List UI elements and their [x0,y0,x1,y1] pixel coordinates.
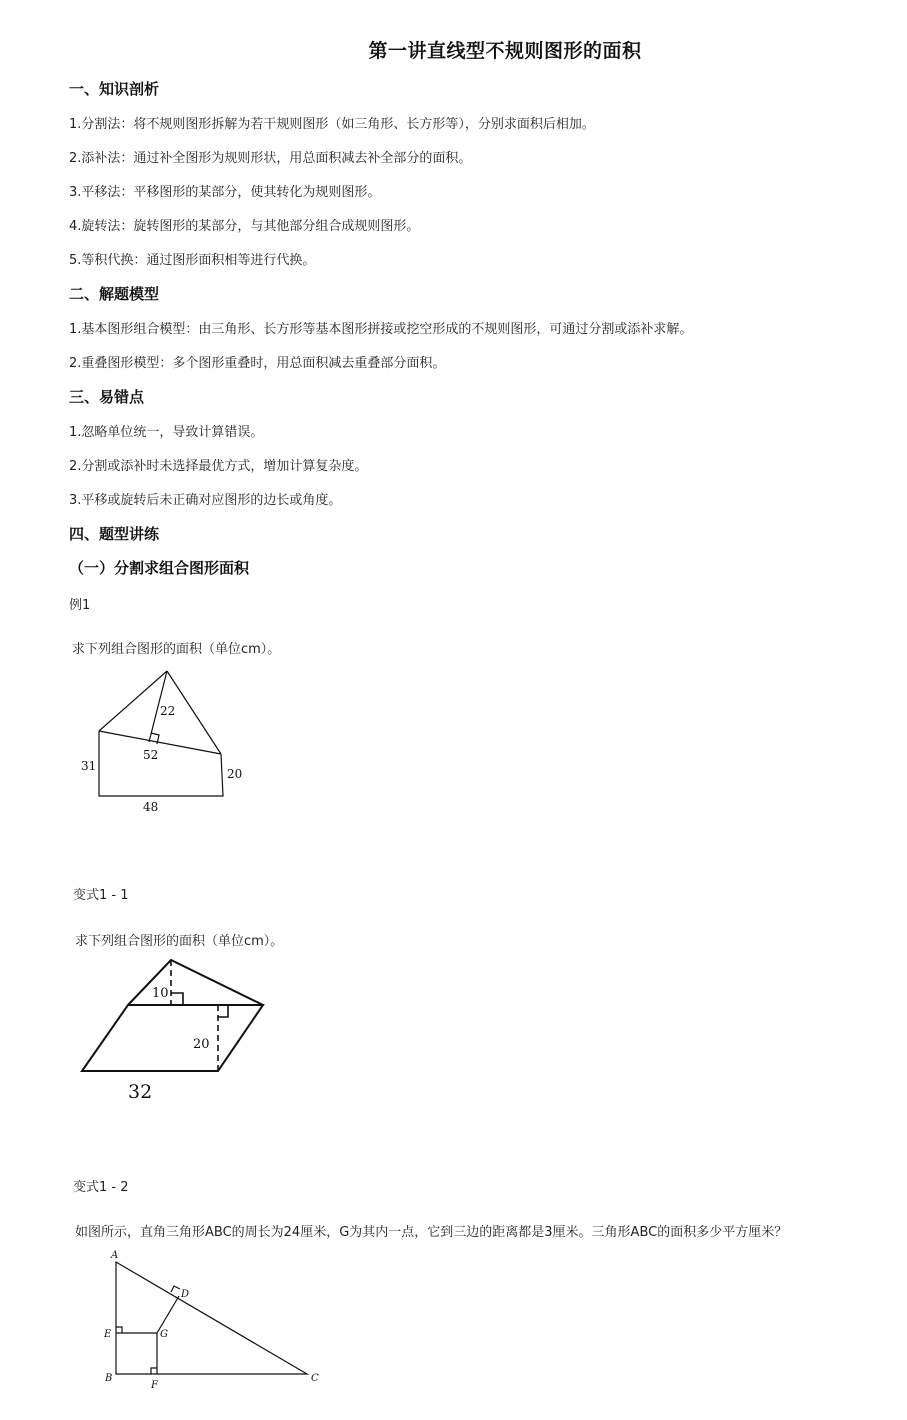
example-1-figure [70,660,260,820]
variant-1-1-label-c: 32 [128,1081,153,1103]
variant-1-1-label-a: 10 [152,986,169,1001]
section-heading-models: 二、解题模型 [69,285,160,303]
variant-1-1-label-b: 20 [193,1037,210,1052]
section-heading-knowledge: 一、知识剖析 [69,80,160,98]
subsection-heading-division: （一）分割求组合图形面积 [69,559,250,577]
variant-1-2-figure [100,1246,330,1396]
section-heading-pitfalls: 三、易错点 [69,388,145,406]
vertex-label-a: A [111,1250,119,1261]
variant-1-2-label: 变式1 - 2 [73,1180,129,1195]
knowledge-item-2: 2.添补法：通过补全图形为规则形状，用总面积减去补全部分的面积。 [69,151,472,166]
pitfall-item-2: 2.分割或添补时未选择最优方式，增加计算复杂度。 [69,459,368,474]
example-1-label-a: 22 [160,704,176,718]
knowledge-item-4: 4.旋转法：旋转图形的某部分，与其他部分组合成规则图形。 [69,219,420,234]
model-item-2: 2.重叠图形模型：多个图形重叠时，用总面积减去重叠部分面积。 [69,356,446,371]
vertex-label-c: C [311,1373,319,1384]
pitfall-item-1: 1.忽略单位统一，导致计算错误。 [69,425,264,440]
section-heading-practice: 四、题型讲练 [69,525,160,543]
point-label-d: D [181,1289,190,1300]
variant-1-1-figure [76,952,276,1112]
point-label-g: G [160,1329,168,1340]
point-label-f: F [151,1380,158,1391]
example-1-label-b: 52 [143,748,159,762]
knowledge-item-3: 3.平移法：平移图形的某部分，使其转化为规则图形。 [69,185,381,200]
page-title: 第一讲直线型不规则图形的面积 [368,40,642,62]
example-1-question: 求下列组合图形的面积（单位cm）。 [72,642,281,657]
point-label-e: E [104,1329,112,1340]
model-item-1: 1.基本图形组合模型：由三角形、长方形等基本图形拼接或挖空形成的不规则图形，可通过分割或添补求解。 [69,322,693,337]
knowledge-item-5: 5.等积代换：通过图形面积相等进行代换。 [69,253,316,268]
variant-1-1-question: 求下列组合图形的面积（单位cm）。 [75,934,284,949]
pitfall-item-3: 3.平移或旋转后未正确对应图形的边长或角度。 [69,493,342,508]
example-1-label: 例1 [69,598,91,613]
variant-1-2-question: 如图所示，直角三角形ABC的周长为24厘米，G为其内一点，它到三边的距离都是3厘米。三角形ABC的面积多少平方厘米？ [75,1225,788,1240]
variant-1-1-label: 变式1 - 1 [73,888,129,903]
knowledge-item-1: 1.分割法：将不规则图形拆解为若干规则图形（如三角形、长方形等），分别求面积后相加。 [69,117,595,132]
example-1-label-c: 31 [81,759,97,773]
example-1-label-e: 48 [143,800,159,814]
vertex-label-b: B [105,1373,113,1384]
example-1-label-d: 20 [227,767,243,781]
